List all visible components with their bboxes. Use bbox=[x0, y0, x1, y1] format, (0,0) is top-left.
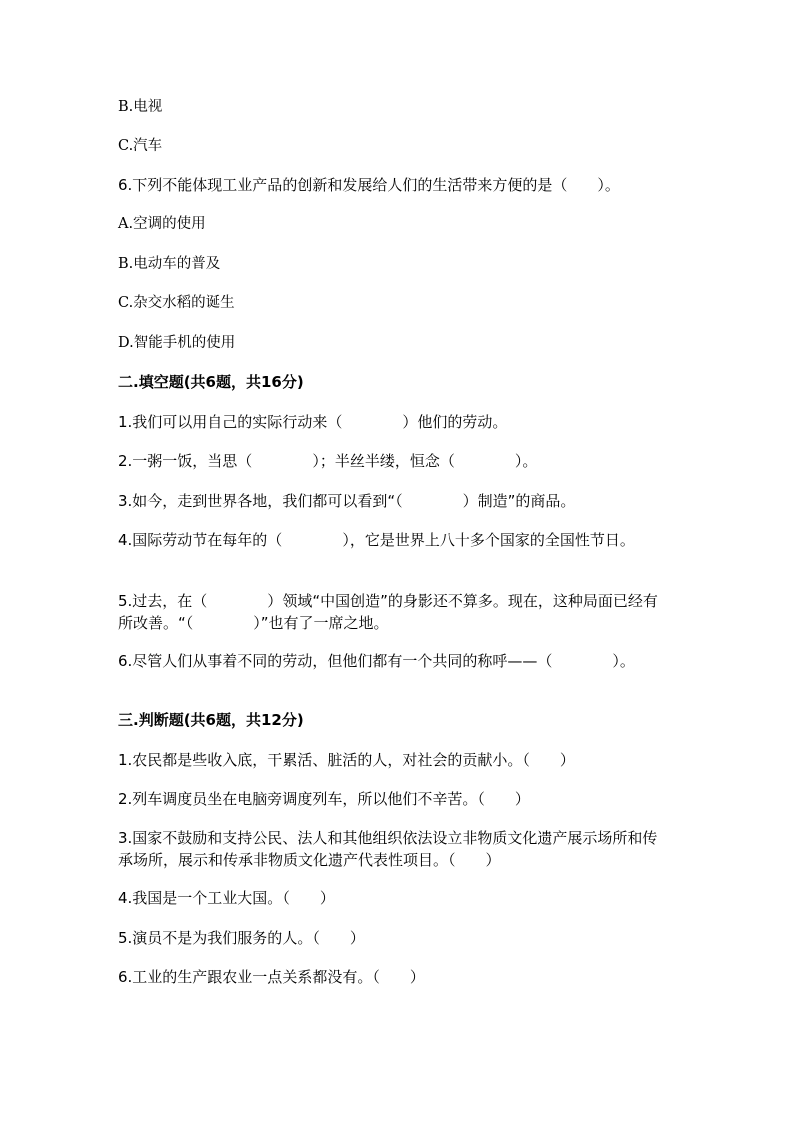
true-false-question-2: 2.列车调度员坐在电脑旁调度列车，所以他们不辛苦。（ ） bbox=[118, 790, 530, 808]
question-6-stem: 6.下列不能体现工业产品的创新和发展给人们的生活带来方便的是（ ）。 bbox=[118, 176, 620, 194]
fill-blank-question-6: 6.尽管人们从事着不同的劳动，但他们都有一个共同的称呼——（ ）。 bbox=[118, 652, 635, 670]
true-false-question-1: 1.农民都是些收入底，干累活、脏活的人，对社会的贡献小。（ ） bbox=[118, 751, 575, 769]
question-6-option-c: C.杂交水稻的诞生 bbox=[118, 295, 235, 311]
true-false-question-5: 5.演员不是为我们服务的人。（ ） bbox=[118, 929, 365, 947]
true-false-question-6: 6.工业的生产跟农业一点关系都没有。（ ） bbox=[118, 968, 425, 986]
question-6-option-d: D.智能手机的使用 bbox=[118, 335, 236, 351]
true-false-question-4: 4.我国是一个工业大国。（ ） bbox=[118, 889, 335, 907]
fill-blank-question-1: 1.我们可以用自己的实际行动来（ ）他们的劳动。 bbox=[118, 413, 508, 431]
option-b-tv: B.电视 bbox=[118, 99, 163, 115]
option-c-car: C.汽车 bbox=[118, 138, 163, 154]
fill-blank-question-4: 4.国际劳动节在每年的（ ），它是世界上八十多个国家的全国性节日。 bbox=[118, 531, 635, 549]
question-6-option-a: A.空调的使用 bbox=[118, 216, 206, 232]
section-true-false-heading: 三.判断题(共6题，共12分) bbox=[118, 711, 304, 729]
true-false-question-3: 3.国家不鼓励和支持公民、法人和其他组织依法设立非物质文化遗产展示场所和传承场所，展示和传承非物质文化遗产代表性项目。（ ） bbox=[118, 829, 658, 869]
section-fill-blank-heading: 二.填空题(共6题，共16分) bbox=[118, 373, 304, 391]
fill-blank-question-2: 2.一粥一饭，当思（ ）；半丝半缕，恒念（ ）。 bbox=[118, 452, 538, 470]
fill-blank-question-3: 3.如今，走到世界各地，我们都可以看到“（ ）制造”的商品。 bbox=[118, 492, 576, 510]
question-6-option-b: B.电动车的普及 bbox=[118, 256, 221, 272]
fill-blank-question-5: 5.过去，在（ ）领域“中国创造”的身影还不算多。现在，这种局面已经有所改善。“（ ）”也有了一席之地。 bbox=[118, 592, 658, 632]
